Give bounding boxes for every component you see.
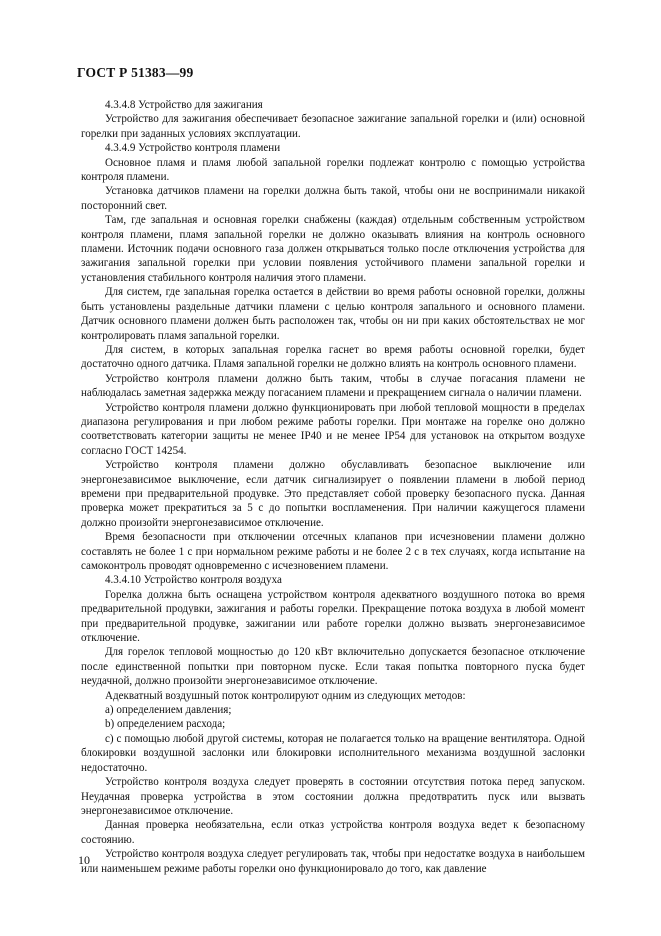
paragraph: Адекватный воздушный поток контролируют одним из следующих методов: (105, 689, 466, 702)
paragraph: Для горелок тепловой мощностью до 120 кВт включительно допускается безопасное отключение после единственной попытки при повторном пуске. Если такая попытка повторного пуска будет неудачной, должно произойти энергонезависимое отключение. (81, 646, 585, 688)
paragraph: Основное пламя и пламя любой запальной горелки подлежат контролю с помощью устройства контроля пламени. (81, 156, 585, 184)
list-item: a) определением давления; (105, 704, 232, 717)
document-body (81, 98, 585, 876)
list-item: b) определением расхода; (105, 718, 226, 731)
paragraph: Устройство для зажигания обеспечивает безопасное зажигание запальной горелки и (или) основной горелки при заданных условиях эксплуатации. (81, 113, 585, 140)
paragraph: Данная проверка необязательна, если отказ устройства контроля воздуха ведет к безопасному состоянию. (81, 819, 585, 846)
paragraph: Устройство контроля пламени должно обуславливать безопасное выключение или энергонезависимое выключение, если датчик сигнализирует о появлении пламени в любой период времени при предварительной продувке. Это представляет собой проверку безопасного пуска. Данная проверка может прекратиться за 5 с до попытки воспламенения. При наличии кажущегося пламени должно произойти энергонезависимое отключение. (81, 459, 585, 529)
page-number: 10 (78, 853, 90, 867)
paragraph: Устройство контроля воздуха следует проверять в состоянии отсутствия потока перед запуском. Неудачная проверка устройства в этом состоянии должна предотвратить пуск или вызвать энергонезависимое отключение. (81, 776, 585, 817)
paragraph: Установка датчиков пламени на горелки должна быть такой, чтобы они не воспринимали никакой посторонний свет. (81, 185, 585, 212)
paragraph: Для систем, в которых запальная горелка гаснет во время работы основной горелки, будет достаточно одного датчика. Пламя запальной горелки не должно влиять на контроль основного пламени. (81, 343, 585, 371)
paragraph: Время безопасности при отключении отсечных клапанов при исчезновении пламени должно составлять не более 1 с при нормальном режиме работы и не более 2 с в тех случаях, когда испытание на самоконтроль проводят одновременно с исчезновением пламени. (81, 531, 585, 572)
paragraph: Для систем, где запальная горелка остается в действии во время работы основной горелки, должны быть установлены раздельные датчики пламени с целью контроля запального и основного пламени. Датчик основного пламени должен быть расположен так, чтобы он ни при каких обстоятельствах не мог контролировать пламя запальной горелки. (81, 286, 585, 342)
paragraph: Устройство контроля пламени должно функционировать при любой тепловой мощности в пределах диапазона регулирования и при любом режиме работы горелки. При монтаже на горелке оно должно соответствовать категории защиты не менее IP40 и не менее IP54 для установок на открытом воздухе согласно ГОСТ 14254. (81, 401, 585, 457)
document-header: ГОСТ Р 51383—99 (77, 65, 194, 80)
section-heading: 4.3.4.10 Устройство контроля воздуха (105, 574, 282, 587)
paragraph: c) с помощью любой другой системы, которая не полагается только на вращение вентилятора. Одной блокировки воздушной заслонки или блокировки исполнительного механизма воздушной заслонки недостаточно. (81, 732, 585, 774)
section-heading: 4.3.4.8 Устройство для зажигания (105, 99, 263, 111)
paragraph: Устройство контроля пламени должно быть таким, чтобы в случае погасания пламени не наблюдалась заметная задержка между погасанием пламени и прекращением сигнала о наличии пламени. (81, 372, 585, 400)
paragraph: Там, где запальная и основная горелки снабжены (каждая) отдельным собственным устройством контроля пламени, пламя запальной горелки не должно оказывать влияния на контроль основного пламени. Источник подачи основного газа должен открываться только после отключения устройства для зажигания запальной горелки при условии появления устойчивого пламени запальной горелки и установления стабильного контроля наличия этого пламени. (81, 214, 585, 284)
paragraph: Горелка должна быть оснащена устройством контроля адекватного воздушного потока во время предварительной продувки, зажигания и работы горелки. Прекращение потока воздуха в любой момент при предварительной продувке, зажигании или работе горелки должно вызвать энергонезависимое отключение. (81, 588, 585, 645)
paragraph: Устройство контроля воздуха следует регулировать так, чтобы при недостатке воздуха в наибольшем или наименьшем режиме работы горелки оно функционировало до того, как давление (81, 848, 585, 875)
section-heading: 4.3.4.9 Устройство контроля пламени (105, 142, 281, 155)
